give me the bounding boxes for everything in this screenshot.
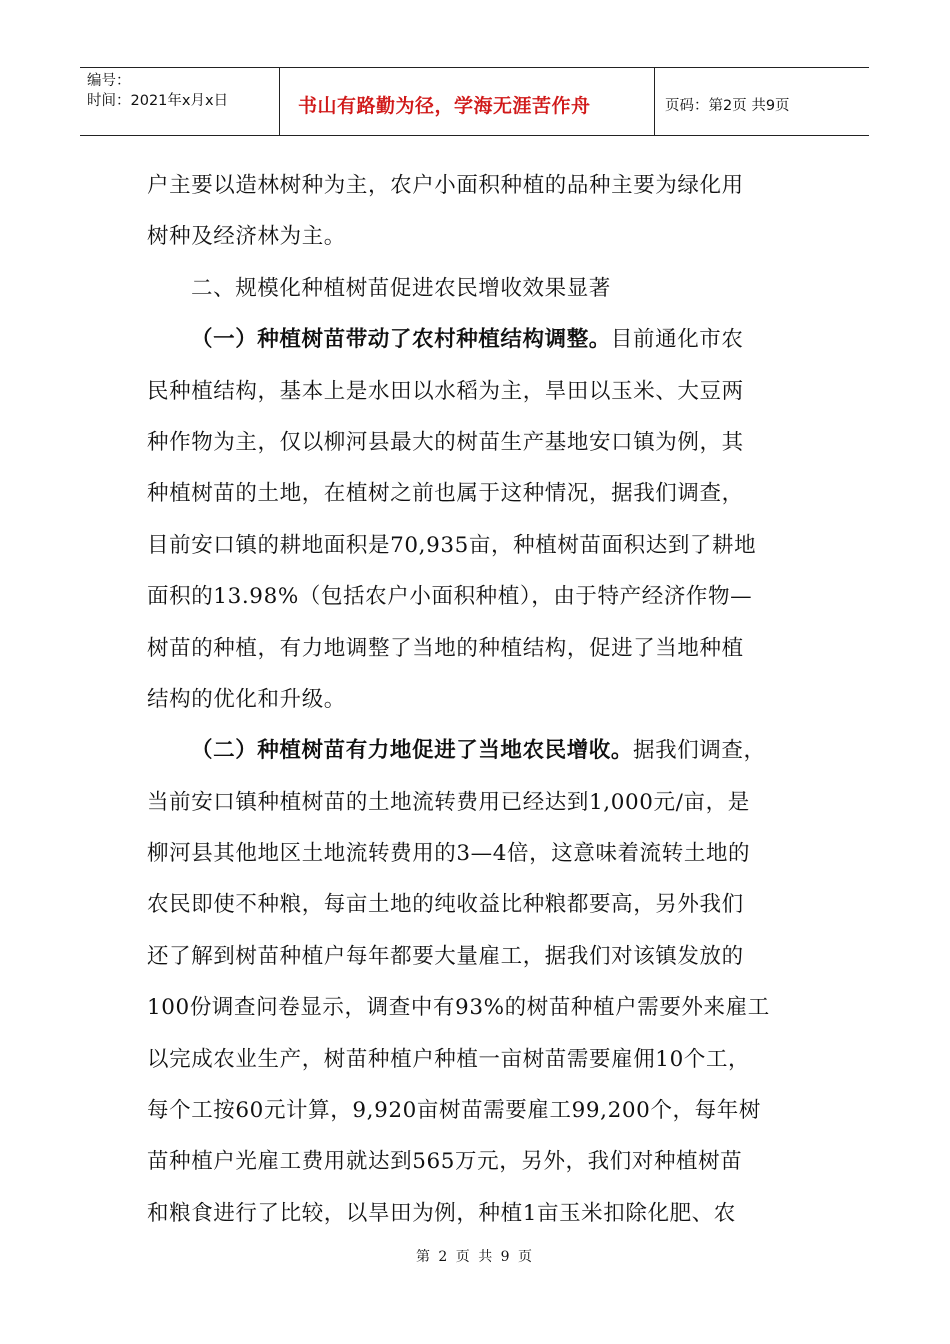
- document-date-label: 时间：2021年x月x日: [87, 93, 229, 109]
- document-body: [147, 160, 807, 1239]
- body-line: 每个工按60元计算，9,920亩树苗需要雇工99,200个，每年树: [147, 1098, 761, 1124]
- body-line: 农民即使不种粮，每亩土地的纯收益比种粮都要高，另外我们: [147, 892, 744, 918]
- body-line: 目前安口镇的耕地面积是70,935亩，种植树苗面积达到了耕地: [147, 532, 757, 558]
- body-line: [147, 314, 807, 365]
- body-line: 和粮食进行了比较，以旱田为例，种植1亩玉米扣除化肥、农: [147, 1200, 736, 1226]
- body-text: 据我们调查，: [633, 738, 766, 764]
- header-page-code: 页码：第2页 共9页: [665, 98, 790, 114]
- body-line: [147, 725, 807, 776]
- body-line: 种植树苗的土地，在植树之前也属于这种情况，据我们调查，: [147, 481, 744, 507]
- body-line: 还了解到树苗种植户每年都要大量雇工，据我们对该镇发放的: [147, 943, 744, 969]
- document-number-label: 编号：: [87, 73, 131, 89]
- body-line: 树种及经济林为主。: [147, 224, 346, 250]
- body-line: 当前安口镇种植树苗的土地流转费用已经达到1,000元/亩，是: [147, 789, 750, 815]
- header-meta: [80, 68, 280, 135]
- document-header: [80, 67, 869, 136]
- body-line: 树苗的种植，有力地调整了当地的种植结构，促进了当地种植: [147, 635, 744, 661]
- header-motto: 书山有路勤为径，学海无涯苦作舟: [280, 68, 655, 135]
- body-line: 户主要以造林树种为主，农户小面积种植的品种主要为绿化用: [147, 173, 744, 198]
- subsection-heading: （二）种植树苗有力地促进了当地农民增收。: [191, 738, 634, 764]
- body-line: 结构的优化和升级。: [147, 686, 346, 712]
- body-line: 100份调查问卷显示，调查中有93%的树苗种植户需要外来雇工: [147, 995, 770, 1021]
- body-line: 面积的13.98%（包括农户小面积种植），由于特产经济作物—: [147, 584, 753, 610]
- section-heading: 二、规模化种植树苗促进农民增收效果显著: [191, 275, 611, 301]
- body-line: 种作物为主，仅以柳河县最大的树苗生产基地安口镇为例，其: [147, 429, 744, 455]
- page-footer: 第 2 页 共 9 页: [415, 1249, 535, 1265]
- body-line: 苗种植户光雇工费用就达到565万元，另外，我们对种植树苗: [147, 1149, 743, 1175]
- body-line: 柳河县其他地区土地流转费用的3—4倍，这意味着流转土地的: [147, 841, 751, 867]
- body-line: 以完成农业生产，树苗种植户种植一亩树苗需要雇佣10个工，: [147, 1046, 751, 1072]
- body-line: 民种植结构，基本上是水田以水稻为主，旱田以玉米、大豆两: [147, 378, 744, 404]
- body-text: 目前通化市农: [610, 327, 744, 353]
- subsection-heading: （一）种植树苗带动了农村种植结构调整。: [191, 327, 611, 353]
